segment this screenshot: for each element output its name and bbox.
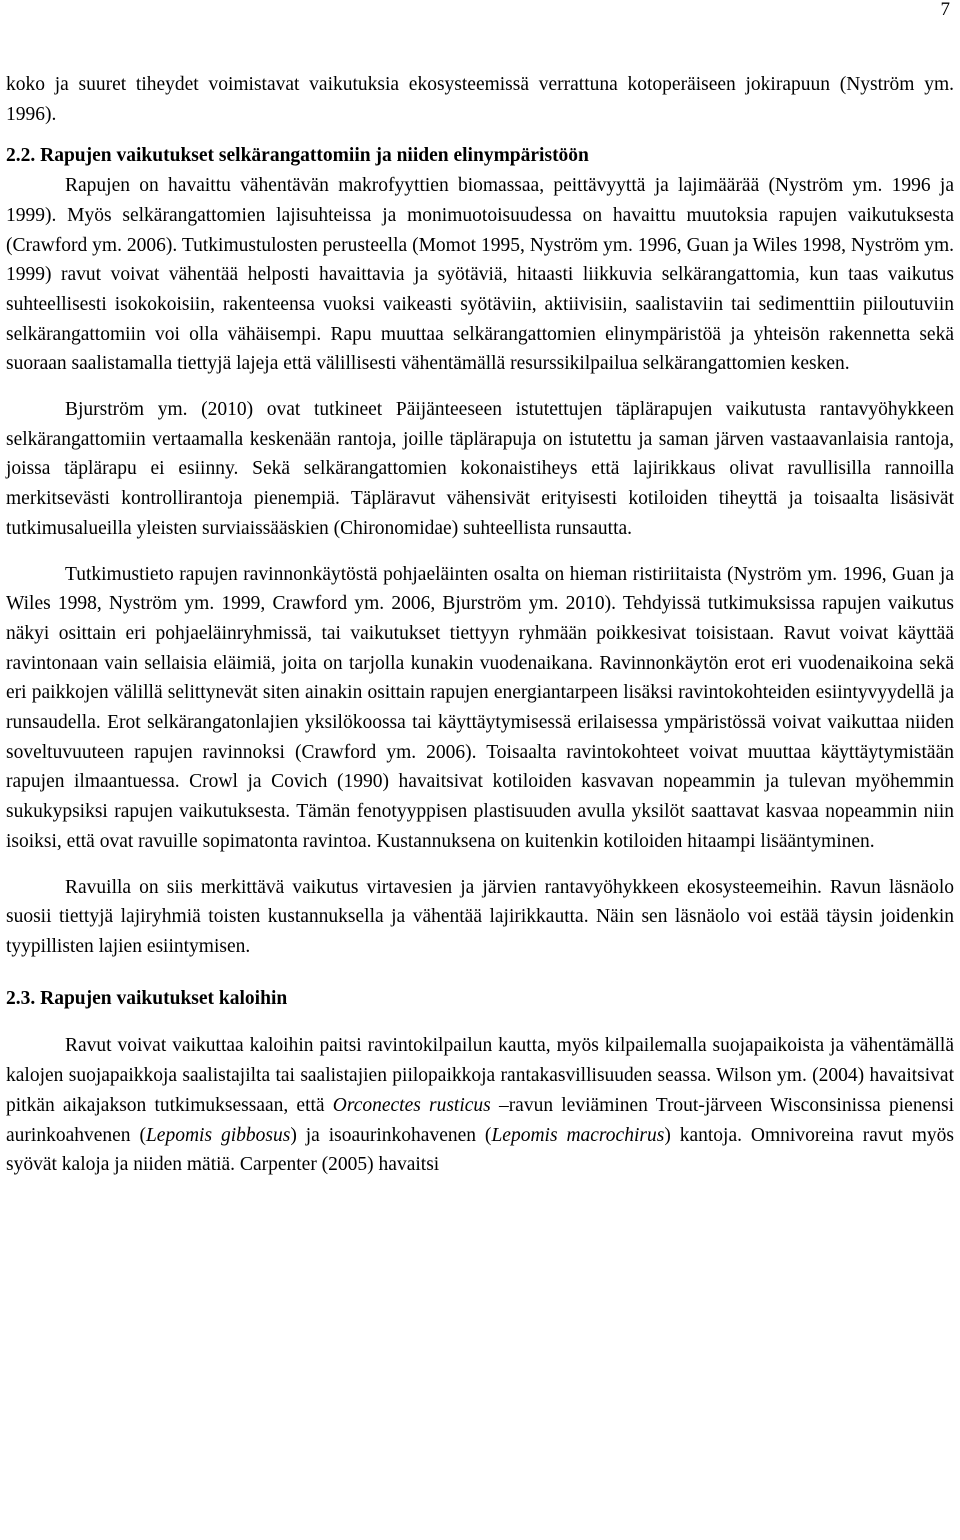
section-2-2-paragraph-4: Ravuilla on siis merkittävä vaikutus virtavesien ja järvien rantavyöhykkeen ekosysteemeihin. Ravun läsnäolo suosii tiettyjä lajiryhmiä toisten kustannuksella ja vähentää lajirikkautta. Näin sen läsnäolo voi estää täysin joidenkin tyypillisten lajien esiintymisen. [6,876,954,957]
text-segment: ) kantoja. Omnivoreina ravut myös syövät kaloja ja niiden mätiä. Carpenter (2005) havaitsi [6,1124,954,1176]
document-body [6,70,954,1180]
section-2-3-heading: 2.3. Rapujen vaikutukset kaloihin [6,987,288,1009]
text-segment: ) ja isoaurinkohavenen ( [290,1124,492,1146]
section-2-2-paragraph-1: Rapujen on havaittu vähentävän makrofyyttien biomassaa, peittävyyttä ja lajimäärää (Nyström ym. 1996 ja 1999). Myös selkärangattomien lajisuhteissa ja monimuotoisuudessa on havaittu muutoksia rapujen vaikutuksesta (Crawford ym. 2006). Tutkimustulosten perusteella (Momot 1995, Nyström ym. 1996, Guan ja Wiles 1998, Nyström ym. 1999) ravut voivat vähentää helposti havaittavia ja syötäviä, hitaasti liikkuvia selkärangattomia, kun taas vaikutus suhteellisesti isokokoisiin, rakenteensa vuoksi vaikeasti syötäviin, aktiivisiin, saalistaviin tai sedimenttiin piiloutuviin selkärangattomiin voi olla vähäisempi. Rapu muuttaa selkärangattomien elinympäristöä ja yhteisön rakennetta sekä suoraan saalistamalla tiettyjä lajeja että välillisesti vähentämällä resurssikilpailua selkärangattomien kesken. [6,175,954,375]
text-segment: –ravun leviäminen Trout-järveen Wisconsinissa pienensi aurinkoahvenen ( [6,1094,954,1146]
species-name: Lepomis macrochirus [491,1124,665,1146]
section-2-2-heading: 2.2. Rapujen vaikutukset selkärangattomiin ja niiden elinympäristöön [6,145,589,167]
text-segment: Ravut voivat vaikuttaa kaloihin paitsi ravintokilpailun kautta, myös kilpailemalla suojapaikoista ja vähentämällä kalojen suojapaikkoja saalistajilta tai saalistajien piilopaikkoja rantakasvillisuuden seassa. Wilson ym. (2004) havaitsivat pitkän aikajakson tutkimuksessaan, että [6,1035,954,1116]
section-2-3-paragraph-1 [6,1031,954,1180]
section-2-2-paragraph-2: Bjurström ym. (2010) ovat tutkineet Päijänteeseen istutettujen täplärapujen vaikutusta rantavyöhykkeen selkärangattomiin vertaamalla keskenään rantoja, joille täplärapuja on istutettu ja saman järven vastaavanlaisia rantoja, joissa täplärapu ei esiinny. Sekä selkärangattomien kokonaistiheys että lajirikkaus olivat ravullisilla rannoilla merkitsevästi kontrollirantoja pienempiä. Täpläravut vähensivät erityisesti kotiloiden tiheyttä ja toisaalta lisäsivät tutkimusalueilla yleisten surviaissääskien (Chironomidae) suhteellista runsautta. [6,399,954,539]
intro-paragraph: koko ja suuret tiheydet voimistavat vaikutuksia ekosysteemissä verrattuna kotoperäiseen jokirapuun (Nyström ym. 1996). [6,74,954,125]
section-2-2-paragraph-3: Tutkimustieto rapujen ravinnonkäytöstä pohjaeläinten osalta on hieman ristiriitaista (Nyström ym. 1996, Guan ja Wiles 1998, Nyström ym. 1999, Crawford ym. 2006, Bjurström ym. 2010). Tehdyissä tutkimuksissa rapujen vaikutus näkyi osittain eri pohjaeläinryhmissä, tai vaikutukset tiettyyn ryhmään poikkesivat toisistaan. Ravut voivat käyttää ravintonaan vain sellaisia eläimiä, joita on tarjolla kunakin vuodenaikana. Ravinnonkäytön erot eri vuodenaikoina sekä eri paikkojen välillä selittynevät siten ainakin osittain rapujen energiantarpeen lisäksi ravintokohteiden esiintyvyydellä ja runsaudella. Erot selkärangatonlajien yksilökoossa tai käyttäytymisessä erilaisessa ympäristössä voivat vaikuttaa niiden soveltuvuuteen rapujen ravinnoksi (Crawford ym. 2006). Toisaalta ravintokohteet voivat muuttaa käyttäytymistään rapujen ilmaantuessa. Crowl ja Covich (1990) havaitsivat kotiloiden kasvavan nopeammin ja tulevan myöhemmin sukukypsiksi rapujen vaikutuksesta. Tämän fenotyyppisen plastisuuden avulla yksilöt saattavat kasvaa nopeammin niin isoiksi, että ovat ravuille sopimatonta ravintoa. Kustannuksena on kuitenkin kotiloiden hitaampi lisääntyminen. [6,563,954,852]
page-number: 7 [940,0,950,20]
species-name: Orconectes rusticus [332,1094,491,1116]
species-name: Lepomis gibbosus [145,1124,291,1146]
